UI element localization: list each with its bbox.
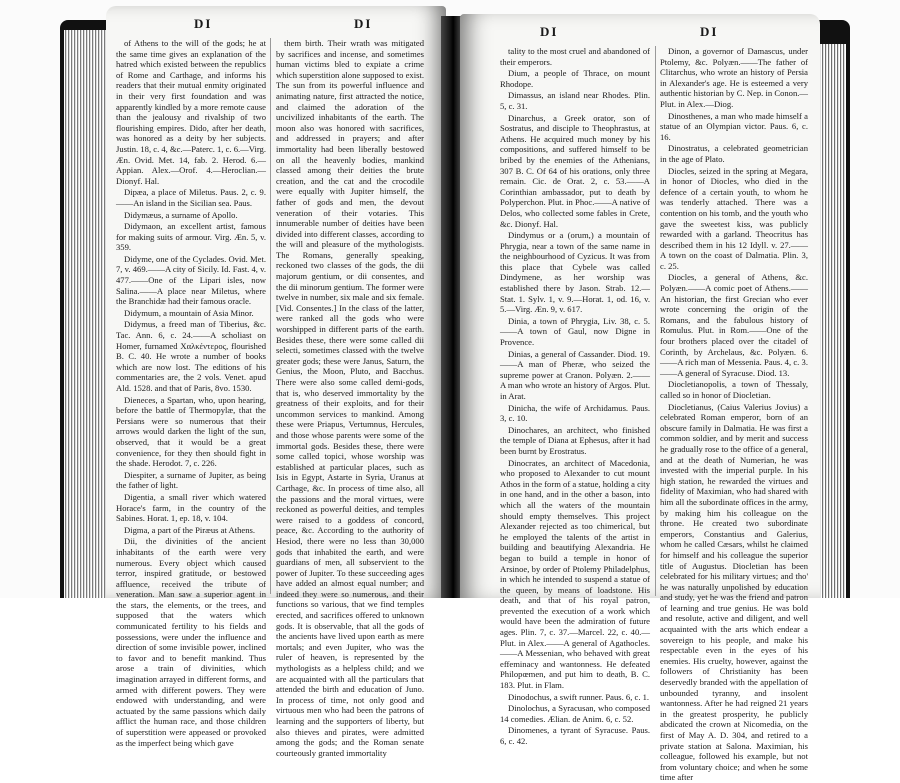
dictionary-entry: Dinostratus, a celebrated geometrician in the age of Plato. (660, 143, 808, 164)
left-page-header-b: DI (354, 16, 373, 31)
dictionary-entry: Dinias, a general of Cassander. Diod. 19.——A man of Pheræ, who seized the supreme power at Cranon. Polyæn. 2.——A man who wrote an history of Argos. Plut. in Arat. (500, 348, 650, 401)
dictionary-entry: Diespiter, a surname of Jupiter, as being the father of light. (116, 469, 266, 491)
right-page (460, 14, 820, 783)
right-column-rule (655, 46, 656, 596)
dictionary-entry: Dinosthenes, a man who made himself a statue of an Olympian victor. Paus. 6, c. 16. (660, 110, 808, 142)
right-page-header-a: DI (540, 24, 559, 39)
dictionary-entry: Didymus, a freed man of Tiberius, &c. Tac. Ann. 6, c. 24.——A scholiast on Homer, furnamed Χαλκέντερος, flourished B. C. 40. He wrote a number of books which are now lost. The editions of his commentaries are, the 2 vols. Venet. apud Ald. 1528. and that of Paris, 8vo. 1530. (116, 319, 266, 393)
dictionary-entry: Dinon, a governor of Damascus, under Ptolemy, &c. Polyæn.——The father of Clitarchus, who wrote an history of Persia in Alexander's age. He is esteemed a very authentic historian by C. Nep. in Conon.—Plut. in Alex.—Diog. (660, 46, 808, 109)
right-page-header-b: DI (700, 24, 719, 39)
dictionary-entry: Dinocrates, an architect of Macedonia, who proposed to Alexander to cut mount Athos in the form of a statue, holding a city in one hand, and in the other a bason, into which all the waters of the mountain should empty themselves. This project Alexander rejected as too chimerical, but he employed the talents of the artist in building and beautifying Alexandria. He began to build a temple in honor of Arsinoe, by order of Ptolemy Philadelphus, in which he intended to suspend a statue of the queen, by means of loadstone. His death, and that of his royal patron, prevented the execution of a work which would have been the admiration of future ages. Plin. 7, c. 37.—Marcel. 22, c. 40.—Plut. in Alex.——A general of Agathocles.——A Messenian, who behaved with great effeminacy and wantonness. He defeated Philopœmen, and put him to death, B. C. 183. Plut. in Flam. (500, 457, 650, 691)
dictionary-entry: Didymum, a mountain of Asia Minor. (124, 307, 254, 318)
dictionary-entry: tality to the most cruel and abandoned of their emperors. (500, 46, 650, 67)
dictionary-entry: Dinolochus, a Syracusan, who composed 14 comedies. Ælian. de Anim. 6, c. 52. (500, 703, 650, 724)
dictionary-entry: Diocletianopolis, a town of Thessaly, called so in honor of Diocletian. (660, 379, 808, 400)
dictionary-entry: Didymæus, a surname of Apollo. (124, 209, 238, 220)
dictionary-entry: Dinomenes, a tyrant of Syracuse. Paus. 6, c. 42. (500, 725, 650, 746)
right-page-column-2 (660, 46, 808, 783)
dictionary-entry: Diocles, a general of Athens, &c. Polyæn.——A comic poet of Athens.——An historian, the first Grecian who ever wrote concerning the origin of the Romans, and the fabulous history of Romulus. Plut. in Rom.——One of the four brothers placed over the citadel of Corinth, by Archelaus, &c. Polyæn. 6.——A rich man of Messenia. Paus. 4, c. 3.——A general of Syracuse. Diod. 13. (660, 272, 808, 378)
dictionary-entry: Dimassus, an island near Rhodes. Plin. 5, c. 31. (500, 90, 650, 111)
dictionary-entry: them birth. Their wrath was mitigated by sacrifices and incense, and sometimes human victims bled to expiate a crime which superstition alone supposed to exist. The sun from its powerful influence and animating nature, first attracted the notice, and claimed the adoration of the uncivilized inhabitants of the earth. The moon also was honored with sacrifices, and addressed in prayers; and after immortality had been liberally bestowed on all the heavenly bodies, mankind classed among their deities the brute creation, and the cat and the crocodile were equally with Jupiter himself, the father of gods and men, the devout veneration of their votaries. This innumerable number of deities have been divided into different classes, according to the will and pleasure of the mythologists. The Romans, generally speaking, reckoned two classes of the gods, the dii majorum gentium, or dii consentes, and the dii minorum gentium. The former were twelve in number, six male and six female. [Vid. Consentes.] In the class of the latter, were ranked all the gods who were worshipped in different parts of the earth. Besides these, there were some called dii selecti, sometimes classed with the twelve greater gods; these were Janus, Saturn, the Genius, the Moon, Pluto, and Bacchus. There were also some called demi-gods, that is, who deserved immortality by the greatness of their exploits, and for their uncommon services to mankind. Among these were Priapus, Vertumnus, Hercules, and those whose parents were some of the immortal gods. Besides these, there were some called topici, whose worship was established at particular places, such as Isis in Egypt, Astarte in Syria, Uranus at Carthage, &c. In process of time also, all the passions and the moral virtues, were reckoned as powerful deities, and temples were raised to a goddess of concord, peace, &c. According to the authority of Hesiod, there were no less than 30,000 gods that inhabited the earth, and were guardians of men, all subservient to the power of Jupiter. To these succeeding ages have added an almost equal number; and indeed they were so numerous, and their functions so various, that we find temples erected, and sacrifices offered to unknown gods. It is observable, that all the gods of the ancients have lived upon earth as mere mortals; and even Jupiter, who was the ruler of heaven, is represented by the mythologists as a helpless child; and we are acquainted with all the particulars that attended the birth and education of Juno. In process of time, not only good and virtuous men who had been the patrons of learning and the supporters of liberty, but also thieves and pirates, were admitted among the gods; and the Roman senate courteously granted immortality (276, 38, 424, 758)
left-page-column-2 (276, 38, 424, 758)
dictionary-entry: Dinarchus, a Greek orator, son of Sostratus, and disciple to Theophrastus, at Athens. He acquired much money by his compositions, and suffered himself to be bribed by the enemies of the Athenians, 307 B. C. Of 64 of his orations, only three remain. Cic. de Orat. 2, c. 53.——A Corinthian ambassador, put to death by Polyperchon. Plut. in Phoc.——A native of Delos, who collected some fables in Crete, &c. Dionyf. Hal. (500, 112, 650, 229)
dictionary-entry: Dindymus or a (orum,) a mountain of Phrygia, near a town of the same name in the neighbourhood of Cyzicus. It was from this place that Cybele was called Dindymene, as her worship was established there by Jason. Strab. 12.—Stat. 1. Sylv. 1, v. 9.—Horat. 1, od. 16, v. 5.—Virg. Æn. 9, v. 617. (500, 230, 650, 315)
dictionary-entry: Dinia, a town of Phrygia, Liv. 38, c. 5.——A town of Gaul, now Digne in Provence. (500, 315, 650, 348)
left-column-rule (270, 38, 271, 594)
right-page-edges (818, 44, 846, 598)
dictionary-entry: Didymaon, an excellent artist, famous for making suits of armour. Virg. Æn. 5, v. 359. (116, 221, 266, 253)
left-page (106, 6, 446, 758)
dictionary-entry: Diocles, seized in the spring at Megara, in honor of Diocles, who died in the defence of a certain youth, to whom he was tenderly attached. There was a contention on his tomb, and the youth who gave the sweetest kiss, was publicly rewarded with a garland. Theocritus has described them in his 12 Idyll. v. 27.——A town on the coast of Dalmatia. Plin. 3, c. 25. (660, 165, 808, 271)
left-page-header-a: DI (194, 16, 213, 31)
dictionary-entry: Dinochares, an architect, who finished the temple of Diana at Ephesus, after it had been burnt by Erostratus. (500, 424, 650, 456)
dictionary-entry: Dium, a people of Thrace, on mount Rhodope. (500, 68, 650, 89)
right-page-column-1 (500, 46, 650, 746)
dictionary-entry: Diocletianus, (Caius Valerius Jovius) a celebrated Roman emperor, born of an obscure family in Dalmatia. He was first a common soldier, and by merit and success he gradually rose to the office of a general, and at the death of Numerian, he was invested with the imperial purple. In his high station, he rewarded the virtues and fidelity of Maximian, who had shared with him all the subordinate offices in the army, by making him his colleague on the throne. He created two subordinate emperors, Constantius and Galerius, whom he called Cæsars, whilst he claimed for himself and his colleague the superior title of Augustus. Diocletian has been celebrated for his military virtues; and tho' he was naturally unpolished by education and study, yet he was the friend and patron of learning and true genius. He was bold and resolute, active and diligent, and well acquainted with the arts which endear a sovereign to his people, and make his respectable even in the eyes of his enemies. His cruelty, however, against the followers of Christianity has been deservedly branded with the appellation of unbounded tyranny, and insolent wantonness. After he had reigned 21 years in the greatest prosperity, he publicly abdicated the crown at Nicomedia, on the first of May A. D. 304, and retired to a private station at Salona. Maximian, his colleague, followed his example, but not from voluntary choice; and when he some time after (660, 401, 808, 783)
dictionary-entry: Digentia, a small river which watered Horace's farm, in the country of the Sabines. Horat. 1, ep. 18, v. 104. (116, 491, 266, 524)
dictionary-entry: Didyme, one of the Cyclades. Ovid. Met. 7, v. 469.——A city of Sicily. Id. Fast. 4, v. 477.——One of the Lipari isles, now Salina.——A place near Miletus, where the Branchidæ had their famous oracle. (116, 253, 266, 307)
dictionary-entry: Dii, the divinities of the ancient inhabitants of the earth were very numerous. Every object which caused terror, inspired gratitude, or bestowed affluence, received the tribute of veneration. Man saw a superior agent in the stars, the elements, or the trees, and supposed that the waters which communicated fertility to his fields and possessions, were under the influence and direction of some invisible power, inclined to favor and to benefit mankind. Thus arose a train of divinities, which imagination arrayed in different forms, and armed with different powers. They were endowed with understanding, and were actuated by the same passions which daily afflict the human race, and those children of superstition were appeased or provoked as the imperfect being which gave (116, 536, 266, 748)
left-page-column-1 (116, 38, 266, 748)
dictionary-entry: Dinicha, the wife of Archidamus. Paus. 3, c. 10. (500, 402, 650, 424)
dictionary-entry: Dipæa, a place of Miletus. Paus. 2, c. 9.——An island in the Sicilian sea. Paus. (116, 187, 266, 208)
dictionary-entry: Digma, a part of the Piræus at Athens. (124, 524, 256, 535)
left-page-edges (64, 30, 108, 598)
dictionary-entry: Dieneces, a Spartan, who, upon hearing, before the battle of Thermopylæ, that the Persians were so numerous that their arrows would darken the light of the sun, observed, that it would be a great convenience, for they then should fight in the shade. Herodot. 7, c. 226. (116, 394, 266, 469)
dictionary-entry: Dinodochus, a swift runner. Paus. 6, c. 1. (508, 691, 650, 702)
dictionary-entry: of Athens to the will of the gods; he at the same time gives an explanation of the hatred which existed between the republics of Rome and Carthage, and informs his readers that their mutual enmity originated in their very first foundation and was apparently kindled by a more remote cause than the jealousy and rivalship of two flourishing empires. Dido, after her death, was honored as a deity by her subjects. Justin. 18, c. 4, &c.—Paterc. 1, c. 6.—Virg. Æn. Ovid. Met. 14, fab. 2. Herod. 6.—Appian. Alex.—Orof. 4.—Heroclian.—Dionyf. Hal. (116, 38, 266, 186)
